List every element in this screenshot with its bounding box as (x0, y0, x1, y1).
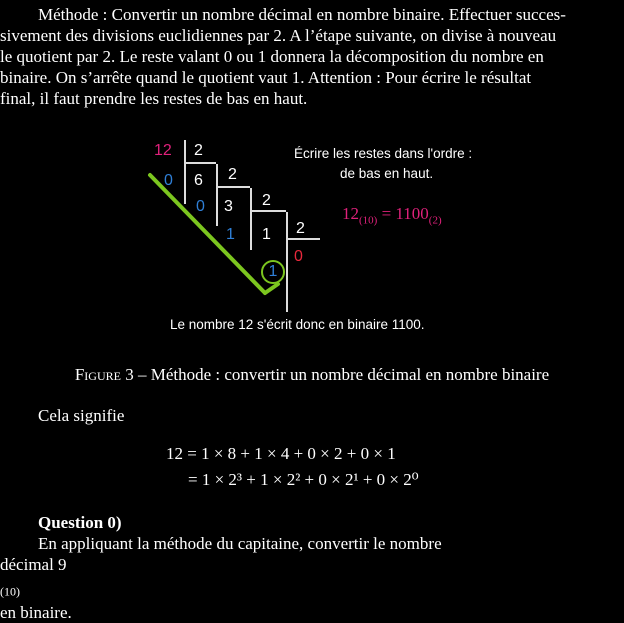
intro-line: le quotient par 2. Le reste valant 0 ou 1 donnera la décomposition du nombre en (0, 47, 544, 66)
division-bar (216, 164, 218, 226)
intro-line: Méthode : Convertir un nombre décimal en nombre binaire. Effectuer succes- (38, 5, 566, 24)
intro-paragraph (0, 4, 612, 109)
quotient: 6 (194, 172, 203, 189)
divisor: 2 (262, 192, 271, 209)
equation-line: = 1 × 2³ + 1 × 2² + 0 × 2¹ + 0 × 2⁰ (188, 470, 419, 489)
conclusion: Le nombre 12 s'écrit donc en binaire 1100. (170, 317, 425, 332)
remainder: 0 (196, 198, 205, 215)
result-equals: = (381, 204, 392, 223)
remainder: 0 (294, 248, 303, 265)
divisor: 2 (228, 166, 237, 183)
equation-line: 12 = 1 × 8 + 1 × 4 + 0 × 2 + 0 × 1 (166, 444, 396, 463)
division-bar (286, 212, 288, 312)
question-line (0, 554, 612, 623)
question-line (0, 512, 612, 554)
divisor: 2 (194, 142, 203, 159)
quotient: 3 (224, 198, 233, 215)
question-text: décimal 9 (0, 555, 67, 574)
remainder: 1 (226, 226, 235, 243)
division-bar (286, 238, 320, 240)
dividend: 12 (154, 142, 172, 159)
question-paragraph (0, 512, 612, 623)
division-figure (140, 130, 520, 345)
final-quotient: 1 (261, 260, 285, 284)
result-decimal: 12 (342, 204, 359, 223)
division-bar (184, 140, 186, 204)
question-text: en binaire. (0, 603, 72, 623)
instruction-line: de bas en haut. (340, 166, 434, 181)
divisor: 2 (296, 220, 305, 237)
caption-text: – Méthode : convertir un nombre décimal en nombre binaire (137, 365, 550, 384)
question-base: (10) (0, 584, 20, 599)
result-binary-base: (2) (428, 214, 442, 227)
result-decimal-base: (10) (359, 214, 378, 227)
quotient: 1 (262, 226, 271, 243)
binary-result (342, 204, 442, 226)
meaning-text: Cela signifie (38, 406, 125, 425)
caption-label: Figure 3 (74, 365, 134, 384)
intro-line: final, il faut prendre les restes de bas en haut. (0, 89, 308, 108)
instruction-line: Écrire les restes dans l'ordre : (294, 146, 473, 161)
intro-line: sivement des divisions euclidiennes par 2. A l’étape suivante, on divise à nouveau (0, 26, 557, 45)
division-bar (216, 186, 250, 188)
result-binary: 1100 (395, 204, 429, 223)
figure-caption (0, 365, 624, 385)
division-bar (184, 162, 216, 164)
question-text: En appliquant la méthode du capitaine, convertir le nombre (38, 534, 442, 553)
intro-line: binaire. On s’arrête quand le quotient vaut 1. Attention : Pour écrire le résultat (0, 68, 532, 87)
division-bar (250, 188, 252, 250)
question-label: Question 0) (38, 513, 122, 532)
remainder: 0 (164, 172, 173, 189)
division-bar (250, 210, 286, 212)
